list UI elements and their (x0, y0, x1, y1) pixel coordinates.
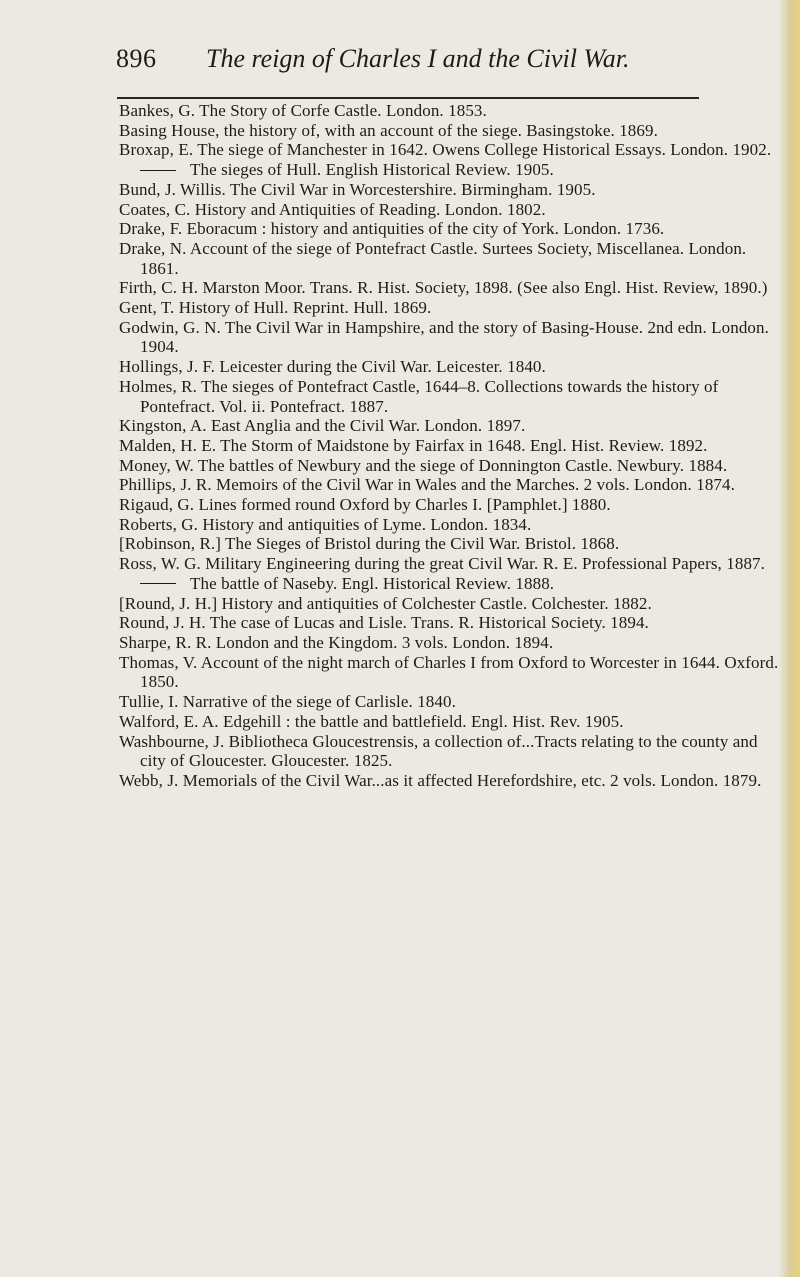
bibliography-entry (119, 692, 779, 712)
entry-text: The sieges of Hull. English Historical Review. 1905. (190, 160, 554, 180)
bibliography-entry (119, 554, 779, 574)
entry-text: Hollings, J. F. Leicester during the Civil War. Leicester. 1840. (119, 357, 546, 377)
bibliography-entry (119, 180, 779, 200)
bibliography-entry (119, 456, 779, 476)
bibliography-list (119, 101, 779, 791)
entry-text: Malden, H. E. The Storm of Maidstone by Fairfax in 1648. Engl. Hist. Review. 1892. (119, 435, 708, 455)
bibliography-entry (119, 200, 779, 220)
entry-text: Drake, N. Account of the siege of Pontefract Castle. Surtees Society, Miscellanea. London. 1861. (119, 238, 747, 278)
bibliography-entry (119, 377, 779, 416)
entry-text: Gent, T. History of Hull. Reprint. Hull. 1869. (119, 298, 432, 318)
entry-text: [Robinson, R.] The Sieges of Bristol during the Civil War. Bristol. 1868. (119, 534, 620, 554)
bibliography-entry (119, 318, 779, 357)
page-edge-shading (778, 0, 800, 1277)
bibliography-entry (119, 771, 779, 791)
bibliography-entry (119, 121, 779, 141)
bibliography-entry (119, 140, 779, 160)
entry-text: Round, J. H. The case of Lucas and Lisle. Trans. R. Historical Society. 1894. (119, 613, 649, 633)
entry-text: Walford, E. A. Edgehill : the battle and battlefield. Engl. Hist. Rev. 1905. (119, 711, 624, 731)
entry-text: Roberts, G. History and antiquities of Lyme. London. 1834. (119, 514, 532, 534)
page-header (116, 44, 696, 84)
bibliography-entry (119, 574, 779, 594)
entry-text: Webb, J. Memorials of the Civil War...as it affected Herefordshire, etc. 2 vols. London. 1879. (119, 770, 762, 790)
ditto-dash (140, 583, 176, 584)
entry-text: Bankes, G. The Story of Corfe Castle. London. 1853. (119, 101, 487, 120)
entry-text: Thomas, V. Account of the night march of Charles I from Oxford to Worcester in 1644. Oxford. 1850. (119, 652, 779, 692)
bibliography-entry (119, 160, 779, 180)
entry-text: Washbourne, J. Bibliotheca Gloucestrensis, a collection of...Tracts relating to the county and city of Gloucester. Gloucester. 1825. (119, 731, 758, 771)
entry-text: Kingston, A. East Anglia and the Civil War. London. 1897. (119, 416, 526, 436)
bibliography-entry (119, 219, 779, 239)
entry-text: Drake, F. Eboracum : history and antiquities of the city of York. London. 1736. (119, 219, 665, 239)
bibliography-entry (119, 534, 779, 554)
entry-text: Coates, C. History and Antiquities of Reading. London. 1802. (119, 199, 546, 219)
bibliography-entry (119, 712, 779, 732)
bibliography-entry (119, 613, 779, 633)
entry-text: Broxap, E. The siege of Manchester in 1642. Owens College Historical Essays. London. 1902. (119, 140, 772, 160)
bibliography-entry (119, 475, 779, 495)
entry-text: Phillips, J. R. Memoirs of the Civil War in Wales and the Marches. 2 vols. London. 1874. (119, 475, 735, 495)
entry-text: [Round, J. H.] History and antiquities of Colchester Castle. Colchester. 1882. (119, 593, 652, 613)
bibliography-entry (119, 495, 779, 515)
ditto-dash (140, 170, 176, 171)
bibliography-entry (119, 436, 779, 456)
bibliography-entry (119, 357, 779, 377)
bibliography-entry (119, 101, 779, 121)
running-title: The reign of Charles I and the Civil War. (206, 44, 630, 73)
bibliography-entry (119, 732, 779, 771)
entry-text: The battle of Naseby. Engl. Historical Review. 1888. (190, 573, 555, 593)
entry-text: Money, W. The battles of Newbury and the siege of Donnington Castle. Newbury. 1884. (119, 455, 728, 475)
entry-text: Godwin, G. N. The Civil War in Hampshire, and the story of Basing-House. 2nd edn. London. 1904. (119, 317, 769, 357)
bibliography-entry (119, 298, 779, 318)
entry-text: Bund, J. Willis. The Civil War in Worcestershire. Birmingham. 1905. (119, 179, 596, 199)
page-number: 896 (116, 44, 157, 73)
bibliography-entry (119, 416, 779, 436)
entry-text: Firth, C. H. Marston Moor. Trans. R. Hist. Society, 1898. (See also Engl. Hist. Review, 1890.) (119, 278, 768, 298)
header-rule (117, 97, 699, 99)
bibliography-entry (119, 594, 779, 614)
entry-text: Tullie, I. Narrative of the siege of Carlisle. 1840. (119, 692, 456, 712)
bibliography-entry (119, 515, 779, 535)
entry-text: Holmes, R. The sieges of Pontefract Castle, 1644–8. Collections towards the history of Pontefract. Vol. ii. Pontefract. 1887. (119, 376, 719, 416)
bibliography-entry (119, 278, 779, 298)
entry-text: Basing House, the history of, with an account of the siege. Basingstoke. 1869. (119, 120, 658, 140)
entry-text: Rigaud, G. Lines formed round Oxford by Charles I. [Pamphlet.] 1880. (119, 495, 611, 515)
bibliography-entry (119, 633, 779, 653)
bibliography-entry (119, 653, 779, 692)
bibliography-entry (119, 239, 779, 278)
entry-text: Ross, W. G. Military Engineering during the great Civil War. R. E. Professional Papers, 1887. (119, 554, 765, 574)
entry-text: Sharpe, R. R. London and the Kingdom. 3 vols. London. 1894. (119, 632, 554, 652)
